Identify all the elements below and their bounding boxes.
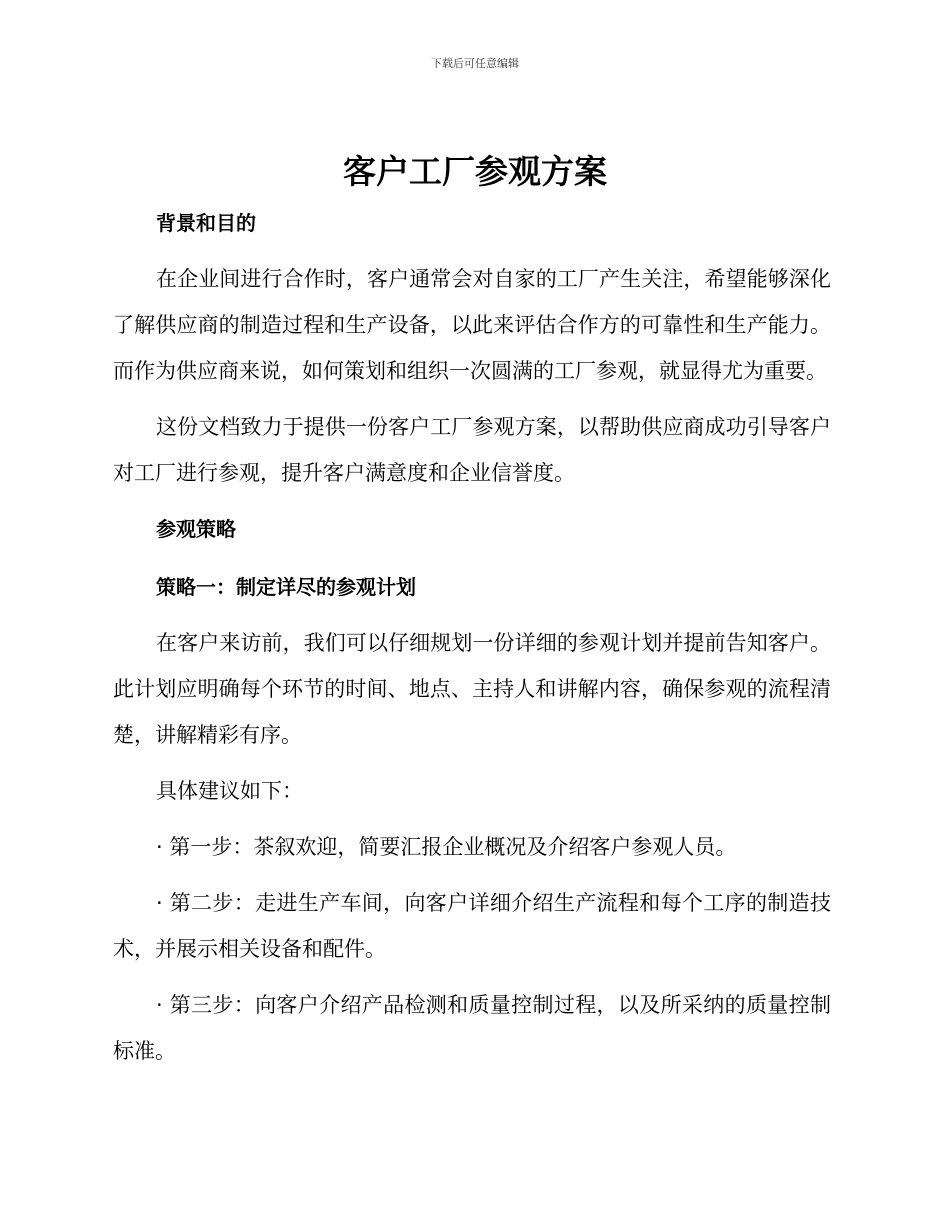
step-item-2: · 第二步：走进生产车间，向客户详细介绍生产流程和每个工序的制造技术，并展示相关设备和配件。 <box>113 891 831 961</box>
step-item-3: · 第三步：向客户介绍产品检测和质量控制过程，以及所采纳的质量控制标准。 <box>113 993 831 1063</box>
step-item-1: · 第一步：茶叙欢迎，简要汇报企业概况及介绍客户参观人员。 <box>156 835 737 859</box>
background-paragraph-1: 在企业间进行合作时，客户通常会对自家的工厂产生关注，希望能够深化了解供应商的制造过程和生产设备，以此来评估合作方的可靠性和生产能力。而作为供应商来说，如何策划和组织一次圆满的工厂参观，就显得尤为重要。 <box>113 267 831 383</box>
strategy-1-paragraph: 在客户来访前，我们可以仔细规划一份详细的参观计划并提前告知客户。此计划应明确每个环节的时间、地点、主持人和讲解内容，确保参观的流程清楚，讲解精彩有序。 <box>113 631 831 747</box>
section-heading-strategy: 参观策略 <box>156 517 236 541</box>
document-title: 客户工厂参观方案 <box>343 152 607 191</box>
background-paragraph-2: 这份文档致力于提供一份客户工厂参观方案，以帮助供应商成功引导客户对工厂进行参观，提升客户满意度和企业信誉度。 <box>113 415 831 485</box>
section-heading-background: 背景和目的 <box>156 211 256 235</box>
advice-intro: 具体建议如下： <box>156 779 303 803</box>
document-body <box>113 200 831 1074</box>
strategy-1-heading: 策略一：制定详尽的参观计划 <box>156 575 416 599</box>
page-header-note: 下载后可任意编辑 <box>431 57 519 70</box>
